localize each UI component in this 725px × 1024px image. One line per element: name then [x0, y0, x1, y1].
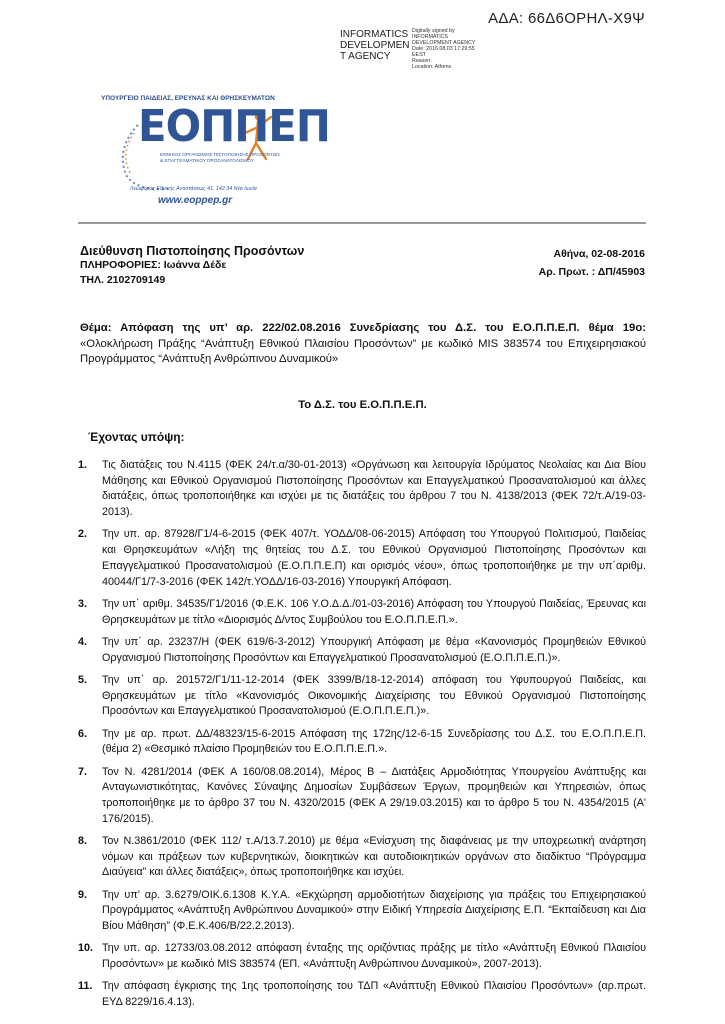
- item-text: Τον Ν.3861/2010 (ΦΕΚ 112/ τ.Α/13.7.2010) με θέμα «Ενίσχυση της διαφάνειας με την υποχρεωτική ανάρτηση νόμων και πράξεων των κυβερνητικών, διοικητικών και αυτοδιοικητικών οργάνων στο διαδίκτυο “Πρόγραμμα Διαύγεια” και άλλες διατάξεις», όπως τροποποιήθηκε και ισχύει.: [102, 834, 646, 879]
- signature-details: [412, 28, 475, 70]
- item-number: 4.: [78, 635, 88, 648]
- item-text: Τις διατάξεις του Ν.4115 (ΦΕΚ 24/τ.α/30-01-2013) «Οργάνωση και λειτουργία Ιδρύματος Νεολαίας και Δια Βίου Μάθησης και Εθνικού Οργανισμού Πιστοποίησης Προσόντων και Επαγγελματικού Προσανατολισμού και άλλες διατάξεις, όπως τροποποιήθηκε και ισχύει με τις διατάξεις του άρθρου 7 του Ν. 4138/2013 (ΦΕΚ 72/τ.Α/19-03-2013).: [102, 459, 646, 519]
- list-item: [78, 527, 646, 590]
- department-name: Διεύθυνση Πιστοποίησης Προσόντων: [80, 244, 305, 258]
- signature-name-line: T AGENCY: [340, 51, 391, 62]
- list-item: [78, 458, 646, 521]
- list-item: [78, 673, 646, 720]
- item-number: 5.: [78, 673, 88, 686]
- ada-code: ΑΔΑ: 66Δ6ΟΡΗΛ-Χ9Ψ: [488, 10, 645, 27]
- contact-info: [80, 258, 226, 288]
- item-number: 11.: [78, 980, 93, 993]
- item-text: Την απόφαση έγκρισης της 1ης τροποποίησης του ΤΔΠ «Ανάπτυξη Εθνικού Πλαισίου Προσόντων» (αρ.πρωτ. ΕΥΔ 8229/16.4.13).: [102, 980, 646, 1009]
- signature-detail: Location: Athens: [412, 64, 452, 70]
- protocol-number: Αρ. Πρωτ. : ΔΠ/45903: [538, 266, 645, 278]
- item-number: 2.: [78, 528, 88, 541]
- list-item: [78, 597, 646, 628]
- list-item: [78, 979, 646, 1010]
- logo-full-name: [160, 152, 280, 164]
- list-item: [78, 727, 646, 758]
- item-text: Την υπ’ αρ. 3.6279/ΟΙΚ.6.1308 Κ.Υ.Α. «Εκχώρηση αρμοδιοτήτων διαχείρισης για πράξεις του Επιχειρησιακού Προγράμματος «Ανάπτυξη Ανθρώπινου Δυναμικού» στην Ειδική Υπηρεσία Διαχείρισης Ε.Π. “Εκπαίδευση και Δια Βίου Μάθηση” (Φ.Ε.Κ.406/Β/22.2.2013).: [102, 888, 646, 933]
- date-protocol: [539, 245, 645, 281]
- info-phone: ΤΗΛ. 2102709149: [80, 274, 166, 286]
- signature-detail: EEST: [412, 52, 426, 58]
- item-number: 9.: [78, 888, 88, 901]
- eoppep-logo: [98, 95, 358, 225]
- item-text: Την υπ΄ αρ. 201572/Γ1/11-12-2014 (ΦΕΚ 3399/Β/18-12-2014) απόφαση του Υφυπουργού Παιδείας, και Θρησκευμάτων με τίτλο «Κανονισμός Οικονομικής Διαχείρισης του Εθνικού Οργανισμού Πιστοποίησης Προσόντων και Επαγγελματικού Προσανατολισμού (Ε.Ο.Π.Π.Ε.Π.)».: [102, 673, 646, 718]
- signature-detail: DEVELOPMENT AGENCY: [412, 40, 476, 46]
- logo-wordmark: ΕΟΠΠΕΠ: [138, 101, 330, 152]
- header-divider: [78, 222, 646, 224]
- list-item: [78, 888, 646, 935]
- item-number: 1.: [78, 459, 88, 471]
- list-item: [78, 834, 646, 881]
- item-text: Την υπ΄ αριθμ. 34535/Γ1/2016 (Φ.Ε.Κ. 106 Υ.Ο.Δ.Δ./01-03-2016) Απόφαση του Υπουργού Παιδείας, Έρευνας και Θρησκευμάτων με τίτλο «Διορισμός Δ/ντος Συμβούλου του Ε.Ο.Π.Π.Ε.Π.».: [102, 597, 646, 626]
- item-text: Την με αρ. πρωτ. ΔΔ/48323/15-6-2015 Απόφαση της 172ης/12-6-15 Συνεδρίασης του Δ.Σ. του Ε.Ο.Π.Π.Ε.Π. (θέμα 2) «Θεσμικό πλαίσιο Προμηθειών του Ε.Ο.Π.Π.Ε.Π.».: [102, 727, 646, 756]
- item-number: 3.: [78, 597, 88, 610]
- item-text: Την υπ. αρ. 12733/03.08.2012 απόφαση ένταξης της οριζόντιας πράξης με τίτλο «Ανάπτυξη Εθνικού Πλαισίου Προσόντων» με κωδικό MIS 383574 (ΕΠ. «Ανάπτυξη Ανθρώπινου Δυναμικού», 2007-2013).: [102, 942, 646, 971]
- subject-heading: Θέμα: Απόφαση της υπ’ αρ. 222/02.08.2016 Συνεδρίασης του Δ.Σ. του Ε.Ο.Π.Π.Ε.Π. θέμα 19ο:: [80, 322, 646, 334]
- item-text: Την υπ. αρ. 87928/Γ1/4-6-2015 (ΦΕΚ 407/τ. ΥΟΔΔ/08-06-2015) Απόφαση του Υπουργού Πολιτισμού, Παιδείας και Θρησκευμάτων «Λήξη της θητείας του Δ.Σ. του Εθνικού Οργανισμού Πιστοποίησης Προσόντων και Επαγγελματικού Προσανατολισμού (Ε.Ο.Π.Π.Ε.Π) και ορισμός νέου», όπως τροποποιήθηκε με την υπ΄αριθμ. 40044/Γ1/7-3-2016 (ΦΕΚ 142/τ.ΥΟΔΔ/16-03-2016) Υπουργική Απόφαση.: [102, 528, 646, 588]
- item-text: Τον Ν. 4281/2014 (ΦΕΚ Α 160/08.08.2014), Μέρος Β – Διατάξεις Αρμοδιότητας Υπουργείου Ανάπτυξης και Ανταγωνιστικότητας, Κανόνες Σύναψης Δημοσίων Συμβάσεων Έργων, προμηθειών και Υπηρεσιών, όπως τροποποιήθηκε με το άρθρο 37 του Ν. 4320/2015 (ΦΕΚ Α 29/19.03.2015) και το άρθρο 5 του Ν. 4354/2015 (Α' 176/2015).: [102, 765, 646, 825]
- item-number: 8.: [78, 834, 88, 847]
- signature-name-line: INFORMATICS: [340, 29, 409, 40]
- logo-full-name-line: ΕΘΝΙΚΟΣ ΟΡΓΑΝΙΣΜΟΣ ΠΙΣΤΟΠΟΙΗΣΗΣ ΠΡΟΣΟΝΤΩΝ: [160, 152, 280, 157]
- list-item: [78, 635, 646, 666]
- list-item: [78, 941, 646, 972]
- subject-paragraph: [80, 321, 646, 368]
- signature-detail: Date: 2016.08.03 17:29:55: [412, 46, 475, 52]
- board-heading: Το Δ.Σ. του Ε.Ο.Π.Π.Ε.Π.: [298, 399, 427, 411]
- item-text: Την υπ΄ αρ. 23237/Η (ΦΕΚ 619/6-3-2012) Υπουργική Απόφαση με θέμα «Κανονισμός Προμηθειών Εθνικού Οργανισμού Πιστοποίησης Προσόντων και Επαγγελματικού Προσανατολισμού (Ε.Ο.Π.Π.Ε.Π.)».: [102, 635, 646, 664]
- signature-name: [340, 29, 410, 62]
- signature-detail: Digitally signed by: [412, 28, 455, 34]
- logo-address: Λεωφόρος Εθνικής Αντιστάσεως 41, 142 34 Νέα Ιωνία: [130, 186, 257, 192]
- logo-website: www.eoppep.gr: [158, 195, 233, 206]
- item-number: 7.: [78, 765, 88, 778]
- item-number: 6.: [78, 727, 88, 740]
- item-number: 10.: [78, 942, 94, 955]
- subject-text: «Ολοκλήρωση Πράξης “Ανάπτυξη Εθνικού Πλαισίου Προσόντων” με κωδικό MIS 383574 του Επιχειρησιακού Προγράμματος “Ανάπτυξη Ανθρώπινου Δυναμικού»: [80, 337, 646, 365]
- logo-full-name-line: & ΕΠΑΓΓΕΛΜΑΤΙΚΟΥ ΠΡΟΣΑΝΑΤΟΛΙΣΜΟΥ: [160, 158, 254, 163]
- digital-signature-stamp: [340, 29, 475, 70]
- place-date: Αθήνα, 02-08-2016: [553, 248, 645, 260]
- considerations-list: [78, 458, 646, 1017]
- signature-detail: INFORMATICS: [412, 34, 449, 40]
- logo-ministry: ΥΠΟΥΡΓΕΙΟ ΠΑΙΔΕΙΑΣ, ΕΡΕΥΝΑΣ ΚΑΙ ΘΡΗΣΚΕΥΜΑΤΩΝ: [101, 95, 275, 102]
- signature-name-line: DEVELOPMEN: [340, 40, 410, 51]
- list-item: [78, 765, 646, 828]
- signature-detail: Reason:: [412, 58, 432, 64]
- info-person: ΠΛΗΡΟΦΟΡΙΕΣ: Ιωάννα Δέδε: [80, 259, 227, 271]
- considering-heading: Έχοντας υπόψη:: [88, 430, 185, 444]
